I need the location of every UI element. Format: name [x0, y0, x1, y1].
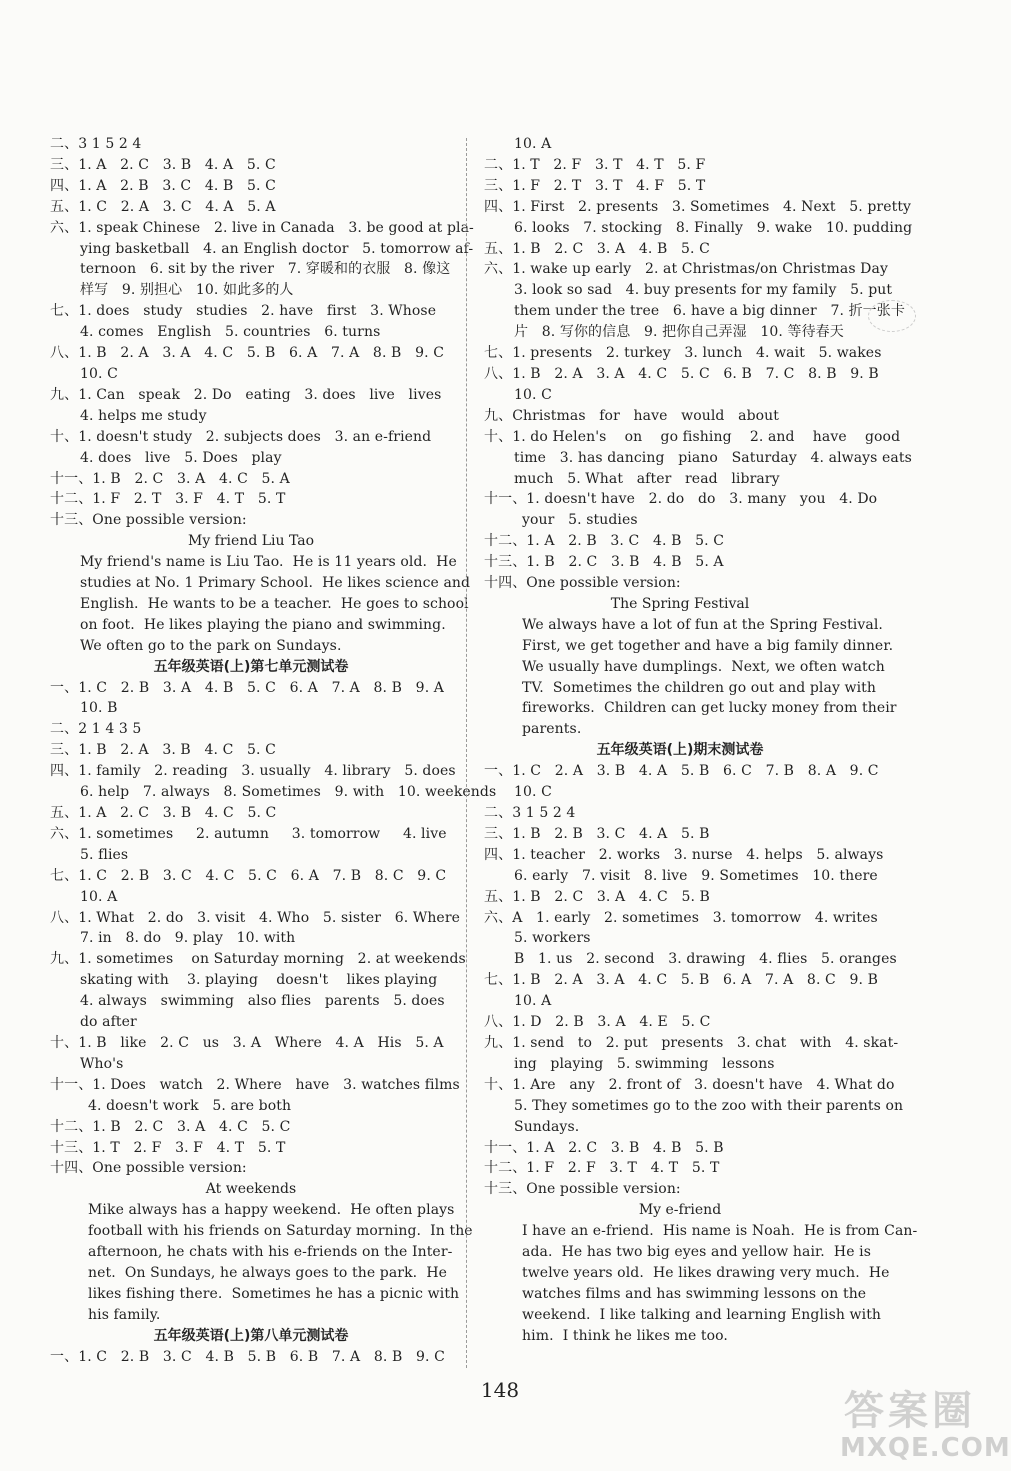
- answer-line: We always have a lot of fun at the Spring Festival.: [522, 616, 883, 633]
- answer-line: 七、1. C 2. B 3. C 4. C 5. C 6. A 7. B 8. C 9. C: [50, 867, 447, 884]
- answer-line: 4. always swimming also flies parents 5. does: [80, 993, 445, 1010]
- answer-line: My friend's name is Liu Tao. He is 11 years old. He: [80, 554, 457, 571]
- answer-line: fireworks. Children can get lucky money from their: [522, 700, 897, 717]
- section-title: 五年级英语(上)期末测试卷: [596, 742, 764, 759]
- answer-line: 6. early 7. visit 8. live 9. Sometimes 10. there: [514, 867, 878, 884]
- answer-line: 一、1. C 2. B 3. A 4. B 5. C 6. A 7. A 8. B 9. A: [50, 679, 445, 696]
- answer-line: Who's: [80, 1055, 124, 1072]
- answer-line: 三、1. A 2. C 3. B 4. A 5. C: [50, 156, 276, 173]
- answer-line: ying basketball 4. an English doctor 5. tomorrow af-: [80, 240, 474, 257]
- answer-line: 九、1. Can speak 2. Do eating 3. does live lives: [50, 386, 442, 403]
- answer-line: likes fishing there. Sometimes he has a picnic with: [88, 1285, 460, 1302]
- answer-line: 十一、1. doesn't have 2. do do 3. many you 4. Do: [484, 491, 878, 508]
- answer-line: 十一、1. A 2. C 3. B 4. B 5. B: [484, 1139, 724, 1156]
- answer-line: weekend. I like talking and learning English with: [522, 1306, 882, 1323]
- answer-line: 六、1. speak Chinese 2. live in Canada 3. be good at pla-: [50, 219, 474, 236]
- essay-title: The Spring Festival: [610, 595, 750, 612]
- answer-line: 10. A: [80, 888, 118, 905]
- answer-line: 一、1. C 2. A 3. B 4. A 5. B 6. C 7. B 8. A 9. C: [484, 763, 879, 780]
- essay-title: At weekends: [205, 1181, 297, 1198]
- answer-line: 六、A 1. early 2. sometimes 3. tomorrow 4. writes: [484, 909, 878, 926]
- answer-line: afternoon, he chats with his e-friends on the Inter-: [88, 1244, 453, 1261]
- answer-line: English. He wants to be a teacher. He goes to school: [80, 595, 469, 612]
- answer-line: We often go to the park on Sundays.: [80, 637, 342, 654]
- answer-line: 七、1. presents 2. turkey 3. lunch 4. wait 5. wakes: [484, 345, 882, 362]
- answer-line: Mike always has a happy weekend. He often plays: [88, 1202, 455, 1219]
- answer-line: 五、1. B 2. C 3. A 4. B 5. C: [484, 240, 710, 257]
- answer-line: 十三、1. B 2. C 3. B 4. B 5. A: [484, 554, 724, 571]
- answer-line: 八、1. What 2. do 3. visit 4. Who 5. sister 6. Where: [50, 909, 460, 926]
- answer-line: 六、1. wake up early 2. at Christmas/on Christmas Day: [484, 261, 888, 278]
- answer-line: 十、1. Are any 2. front of 3. doesn't have 4. What do: [484, 1076, 895, 1093]
- answer-line: 二、3 1 5 2 4: [484, 805, 576, 821]
- answer-line: ternoon 6. sit by the river 7. 穿暖和的衣服 8. 像这: [80, 261, 451, 278]
- answer-line: watches films and has swimming lessons on the: [522, 1285, 867, 1302]
- answer-line: 4. helps me study: [80, 407, 207, 424]
- answer-line: 三、1. B 2. A 3. B 4. C 5. C: [50, 742, 276, 759]
- answer-line: 五、1. C 2. A 3. C 4. A 5. A: [50, 198, 276, 215]
- left-column: [50, 134, 497, 1367]
- answer-line: time 3. has dancing piano Saturday 4. always eats: [514, 449, 912, 466]
- column-divider: [466, 138, 467, 1368]
- answer-line: 七、1. does study studies 2. have first 3. Whose: [50, 303, 437, 320]
- answer-line: We usually have dumplings. Next, we often watch: [522, 658, 885, 675]
- answer-line: 10. C: [514, 386, 552, 403]
- section-title: 五年级英语(上)第七单元测试卷: [153, 658, 349, 675]
- answer-line: 三、1. B 2. B 3. C 4. A 5. B: [484, 825, 710, 842]
- answer-line: 二、1. T 2. F 3. T 4. T 5. F: [484, 156, 706, 173]
- answer-line: Sundays.: [514, 1118, 580, 1135]
- answer-line: 5. They sometimes go to the zoo with their parents on: [514, 1097, 904, 1114]
- answer-line: 八、1. B 2. A 3. A 4. C 5. C 6. B 7. C 8. B 9. B: [484, 365, 879, 382]
- answer-line: net. On Sundays, he always goes to the park. He: [88, 1264, 448, 1281]
- answer-line: 十、1. doesn't study 2. subjects does 3. an e-friend: [50, 428, 432, 445]
- answer-line: 六、1. sometimes 2. autumn 3. tomorrow 4. live: [50, 825, 447, 842]
- answer-line: 十四、One possible version:: [50, 1160, 247, 1177]
- page-number: 148: [480, 1378, 520, 1402]
- answer-line: do after: [80, 1014, 137, 1031]
- answer-line: 十二、1. B 2. C 3. A 4. C 5. C: [50, 1118, 291, 1135]
- answer-line: 五、1. A 2. C 3. B 4. C 5. C: [50, 805, 277, 821]
- answer-line: 10. A: [514, 993, 552, 1010]
- answer-line: First, we get together and have a big family dinner.: [522, 637, 894, 654]
- answer-line: 十四、One possible version:: [484, 575, 681, 592]
- answer-line: B 1. us 2. second 3. drawing 4. flies 5. oranges: [514, 951, 897, 968]
- section-title: 五年级英语(上)第八单元测试卷: [153, 1327, 349, 1344]
- answer-line: 八、1. D 2. B 3. A 4. E 5. C: [484, 1014, 711, 1031]
- answer-line: 7. in 8. do 9. play 10. with: [80, 930, 296, 947]
- answer-line: 片 8. 写你的信息 9. 把你自己弄湿 10. 等待春天: [514, 324, 844, 341]
- answer-line: 十二、1. F 2. F 3. T 4. T 5. T: [484, 1160, 720, 1177]
- answer-line: 四、1. family 2. reading 3. usually 4. library 5. does: [50, 763, 456, 780]
- answer-line: 二、2 1 4 3 5: [50, 721, 142, 738]
- answer-line: 3. look so sad 4. buy presents for my family 5. put: [514, 282, 893, 299]
- answer-line: 十三、1. T 2. F 3. F 4. T 5. T: [50, 1139, 286, 1156]
- answer-line: 10. A: [514, 136, 552, 152]
- answer-line: 样写 9. 别担心 10. 如此多的人: [80, 282, 294, 299]
- watermark-logo: [836, 1379, 1011, 1465]
- answer-line: 四、1. First 2. presents 3. Sometimes 4. Next 5. pretty: [484, 198, 912, 215]
- answer-line: TV. Sometimes the children go out and play with: [522, 679, 877, 696]
- answer-line: 八、1. B 2. A 3. A 4. C 5. B 6. A 7. A 8. B 9. C: [50, 345, 445, 362]
- answer-line: studies at No. 1 Primary School. He likes science and: [80, 575, 471, 592]
- answer-line: 十、1. do Helen's on go fishing 2. and have good: [484, 428, 901, 445]
- answer-line: 5. flies: [80, 846, 129, 863]
- essay-title: My e-friend: [638, 1202, 722, 1219]
- answer-line: on foot. He likes playing the piano and swimming.: [80, 616, 446, 633]
- essay-title: My friend Liu Tao: [187, 533, 315, 550]
- answer-line: 十三、One possible version:: [484, 1181, 681, 1198]
- answer-line: twelve years old. He likes drawing very much. He: [522, 1264, 890, 1281]
- right-column: [484, 134, 918, 1347]
- answer-line: I have an e-friend. His name is Noah. He is from Can-: [522, 1223, 918, 1240]
- answer-line: 七、1. B 2. A 3. A 4. C 5. B 6. A 7. A 8. C 9. B: [484, 972, 879, 989]
- answer-line: your 5. studies: [522, 512, 638, 529]
- answer-line: football with his friends on Saturday morning. In the: [88, 1223, 473, 1240]
- answer-line: his family.: [88, 1306, 161, 1323]
- answer-line: 十一、1. Does watch 2. Where have 3. watches films: [50, 1076, 460, 1093]
- answer-line: 四、1. teacher 2. works 3. nurse 4. helps 5. always: [484, 846, 884, 863]
- answer-line: parents.: [522, 721, 582, 738]
- answer-line: 4. comes English 5. countries 6. turns: [80, 324, 381, 341]
- answer-line: 6. help 7. always 8. Sometimes 9. with 10. weekends: [80, 784, 497, 801]
- answer-line: 10. B: [80, 700, 118, 717]
- answer-line: 6. looks 7. stocking 8. Finally 9. wake 10. pudding: [514, 219, 913, 236]
- watermark-top: 答案圈: [844, 1388, 976, 1434]
- answer-line: 九、1. sometimes on Saturday morning 2. at weekends: [50, 951, 466, 968]
- answer-line: 三、1. F 2. T 3. T 4. F 5. T: [484, 177, 706, 194]
- answer-line: 十一、1. B 2. C 3. A 4. C 5. A: [50, 470, 290, 487]
- answer-line: much 5. What after read library: [514, 470, 780, 487]
- answer-line: 5. workers: [514, 930, 591, 947]
- answer-line: ing playing 5. swimming lessons: [514, 1055, 775, 1072]
- answer-line: skating with 3. playing doesn't likes playing: [80, 972, 438, 989]
- answer-line: him. I think he likes me too.: [522, 1327, 728, 1344]
- answer-line: 二、3 1 5 2 4: [50, 136, 142, 152]
- answer-line: 10. C: [80, 365, 118, 382]
- watermark-bottom: MXQE.COM: [840, 1433, 1011, 1463]
- answer-line: 九、1. send to 2. put presents 3. chat with 4. skat-: [484, 1034, 899, 1051]
- stamp-mark: [868, 300, 916, 332]
- answer-line: 一、1. C 2. B 3. C 4. B 5. B 6. B 7. A 8. B 9. C: [50, 1348, 445, 1365]
- answer-line: 十二、1. A 2. B 3. C 4. B 5. C: [484, 533, 725, 550]
- answer-line: 4. doesn't work 5. are both: [88, 1097, 292, 1114]
- answer-line: 五、1. B 2. C 3. A 4. C 5. B: [484, 888, 710, 905]
- answer-line: 十二、1. F 2. T 3. F 4. T 5. T: [50, 491, 286, 508]
- answer-line: 十、1. B like 2. C us 3. A Where 4. A His 5. A: [50, 1034, 444, 1051]
- answer-line: them under the tree 6. have a big dinner 7. 折一张卡: [514, 303, 905, 320]
- answer-line: 九、Christmas for have would about: [484, 407, 780, 424]
- answer-line: 四、1. A 2. B 3. C 4. B 5. C: [50, 177, 276, 194]
- answer-line: 十三、One possible version:: [50, 512, 247, 529]
- answer-line: 10. C: [514, 784, 552, 801]
- answer-line: 4. does live 5. Does play: [80, 449, 282, 466]
- answer-line: ada. He has two big eyes and yellow hair. He is: [522, 1244, 872, 1261]
